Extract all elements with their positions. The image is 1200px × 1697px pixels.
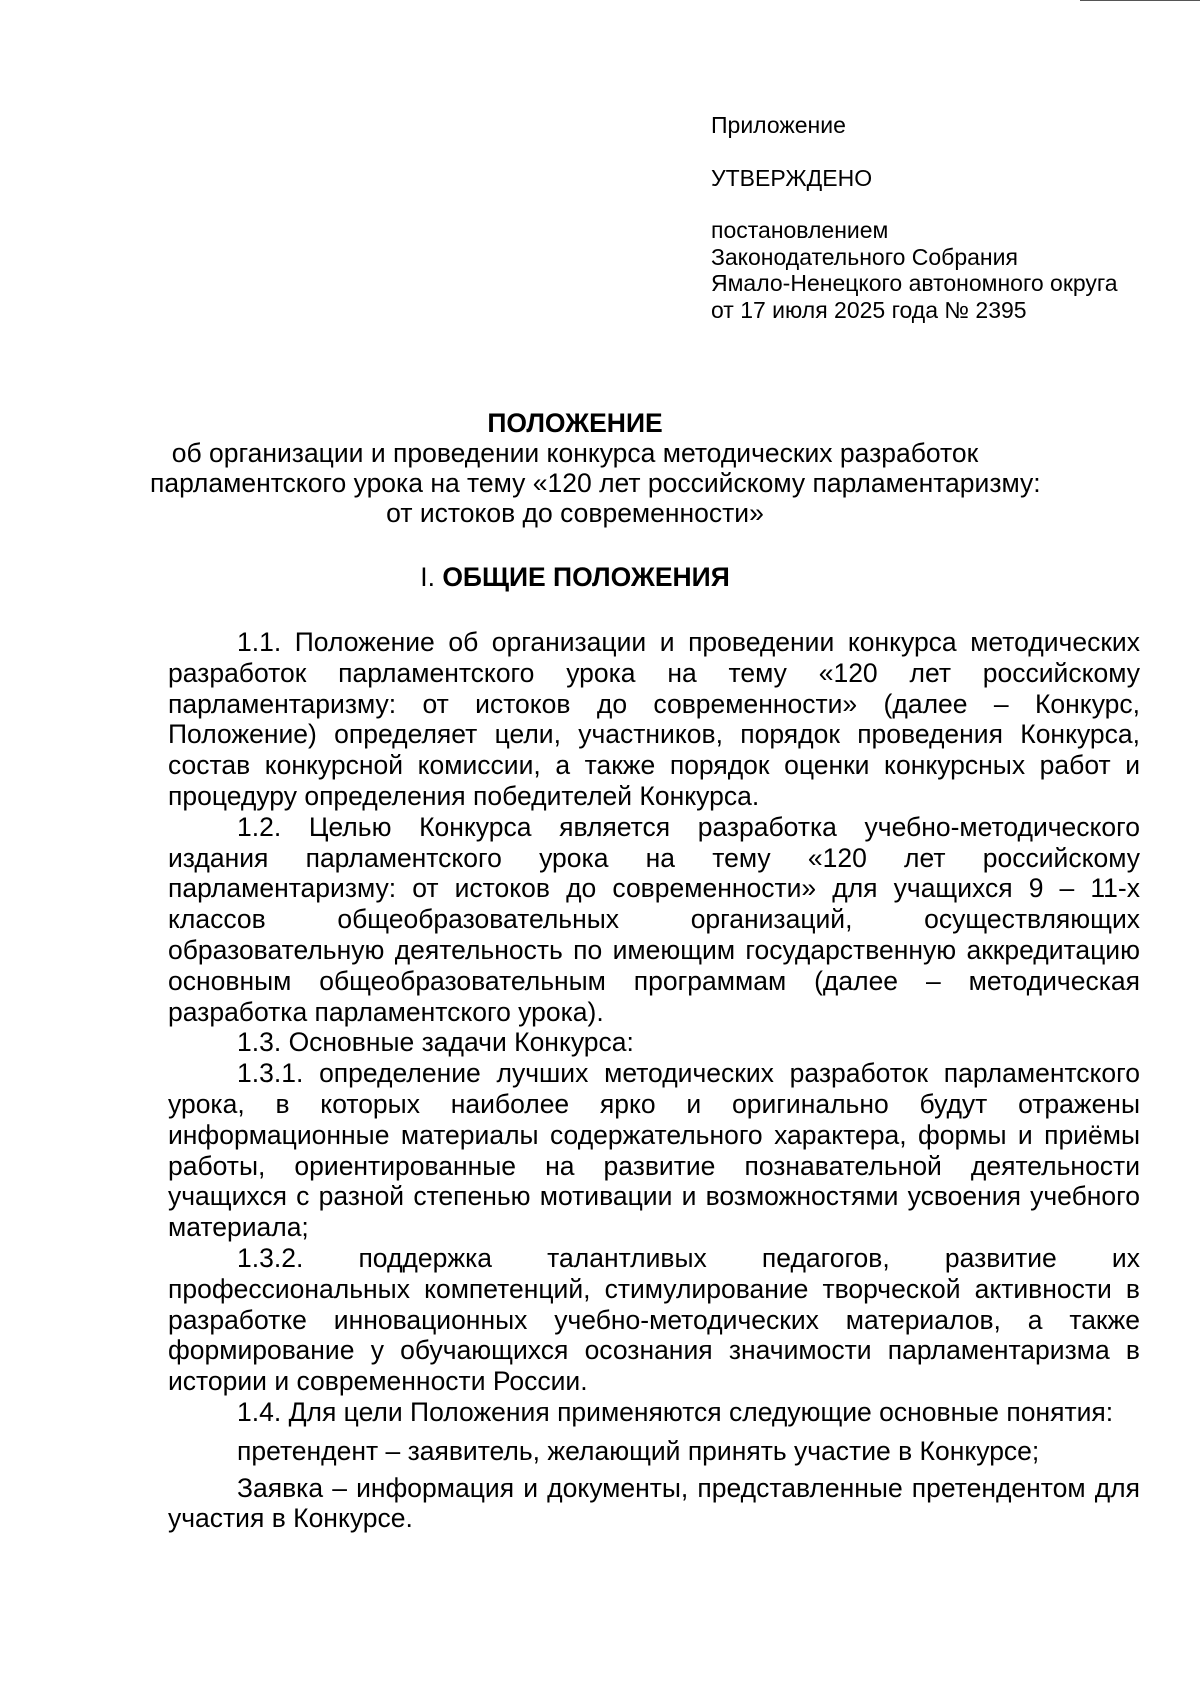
title-block	[150, 408, 1041, 528]
document-subtitle-line-2: парламентского урока на тему «120 лет российскому парламентаризму:	[150, 468, 1041, 498]
section-title: ОБЩИЕ ПОЛОЖЕНИЯ	[442, 562, 730, 592]
region-line: Ямало-Ненецкого автономного округа	[711, 270, 1118, 296]
document-subtitle-line-1: об организации и проведении конкурса методических разработок	[171, 438, 979, 468]
paragraph-1-2: 1.2. Целью Конкурса является разработка учебно-методического издания парламентского урока на тему «120 лет российскому парламентаризму: от истоков до современности» для учащихся 9 – 11-х классов общеобразовательных организаций, осуществляющих образовательную деятельность по имеющим государственную аккредитацию основным общеобразовательным программам (далее – методическая разработка парламентского урока).	[168, 811, 1140, 1027]
paragraph-1-4: 1.4. Для цели Положения применяются следующие основные понятия:	[237, 1396, 1114, 1427]
paragraph-1-3-1: 1.3.1. определение лучших методических разработок парламентского урока, в которых наиболее ярко и оригинально будут отражены информационные материалы содержательного характера, формы и приёмы работы, ориентированные на развитие познавательной деятельности учащихся с разной степенью мотивации и возможностями усвоения учебного материала;	[168, 1058, 1140, 1243]
document-title: ПОЛОЖЕНИЕ	[487, 408, 663, 438]
date-number-line: от 17 июля 2025 года № 2395	[711, 296, 1027, 323]
definition-applicant: претендент – заявитель, желающий принять участие в Конкурсе;	[237, 1435, 1040, 1466]
resolution-line: постановлением	[711, 217, 889, 243]
body-text	[168, 627, 1140, 1534]
paragraph-1-1: 1.1. Положение об организации и проведении конкурса методических разработок парламентского урока на тему «120 лет российскому парламентаризму: от истоков до современности» (далее – Конкурс, Положение) определяет цели, участников, порядок проведения Конкурса, состав конкурсной комиссии, а также порядок оценки конкурсных работ и процедуру определения победителей Конкурса.	[168, 627, 1140, 811]
document-subtitle-line-3: от истоков до современности»	[386, 498, 764, 528]
paragraph-1-3: 1.3. Основные задачи Конкурса:	[237, 1027, 634, 1058]
definition-application: Заявка – информация и документы, представленные претендентом для участия в Конкурсе.	[168, 1472, 1140, 1534]
paragraph-1-3-2: 1.3.2. поддержка талантливых педагогов, развитие их профессиональных компетенций, стимулирование творческой активности в разработке инновационных учебно-методических материалов, а также формирование у обучающихся осознания значимости парламентаризма в истории и современности России.	[168, 1242, 1140, 1397]
assembly-line: Законодательного Собрания	[711, 243, 1018, 270]
appendix-label: Приложение	[711, 112, 846, 138]
section-heading	[150, 562, 1000, 592]
scan-edge-line	[1080, 0, 1200, 1]
section-number: I.	[420, 562, 443, 592]
approved-label: УТВЕРЖДЕНО	[711, 164, 873, 191]
approval-block	[711, 112, 1181, 323]
